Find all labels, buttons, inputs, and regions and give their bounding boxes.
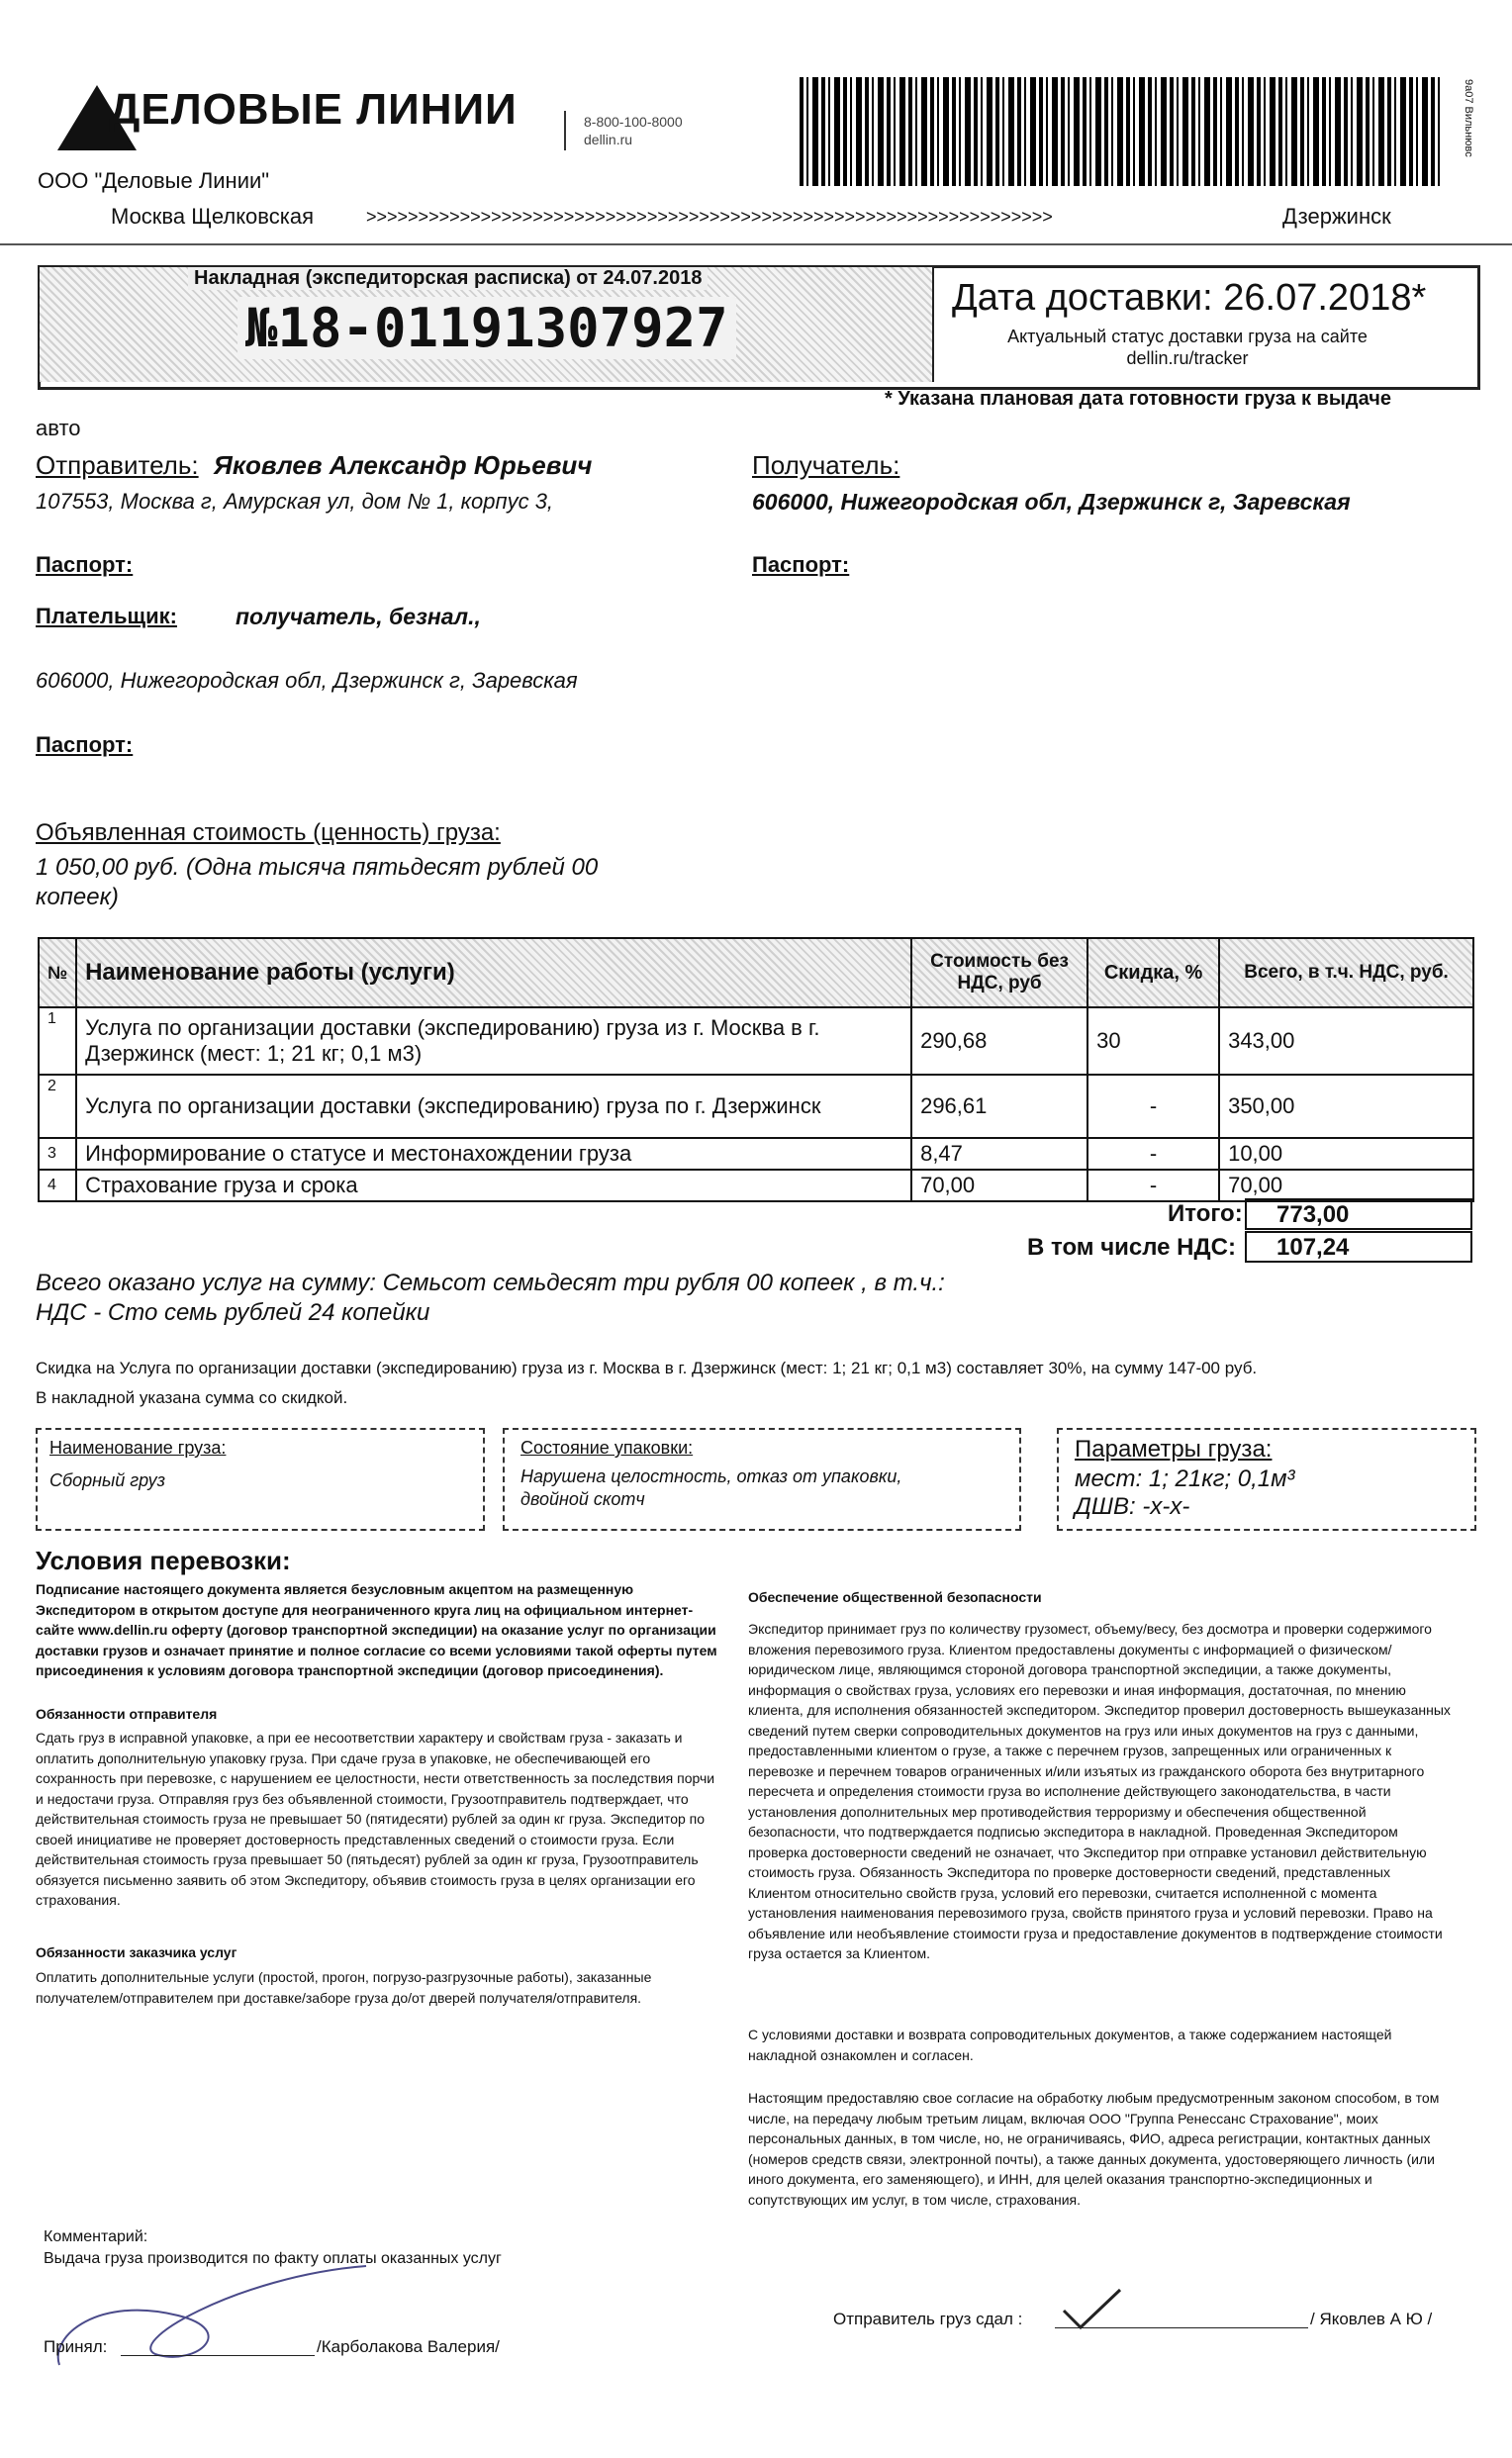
discount-note-line1: Скидка на Услуга по организации доставки (экспедированию) груза из г. Москва в г. Дзержинск (мест: 1; 21 кг; 0,1 м3) составляет 30%, на сумму 147-00 руб. xyxy=(36,1359,1258,1377)
sender-address: 107553, Москва г, Амурская ул, дом № 1, корпус 3, xyxy=(36,489,554,514)
cargo-name-label: Наименование груза: xyxy=(49,1438,227,1458)
to-city: Дзержинск xyxy=(1282,204,1391,229)
declared-label: Объявленная стоимость (ценность) груза: xyxy=(36,819,501,846)
status-line2: dellin.ru/tracker xyxy=(1126,348,1249,368)
agree1: С условиями доставки и возврата сопроводительных документов, а также содержанием настоящей накладной ознакомлен и согласен. xyxy=(748,2027,1392,2063)
sender-gave-name: / Яковлев А Ю / xyxy=(1310,2310,1433,2328)
status-line1: Актуальный статус доставки груза на сайте xyxy=(1007,327,1368,346)
row-n: 4 xyxy=(39,1170,76,1201)
customer-duties: Оплатить дополнительные услуги (простой, прогон, погрузо-разгрузочные работы), заказанные получателем/отправителем при доставке/заборе груза до/от дверей получателя/отправителя. xyxy=(36,1969,652,2006)
recipient-address: 606000, Нижегородская обл, Дзержинск г, Заревская xyxy=(752,489,1351,515)
logo: ДЕЛОВЫЕ ЛИНИИ xyxy=(109,85,518,134)
accepted-name: /Карболакова Валерия/ xyxy=(317,2337,500,2356)
table-row xyxy=(39,1170,1473,1201)
payer-passport: Паспорт: xyxy=(36,732,134,757)
row-cost: 8,47 xyxy=(911,1138,1087,1170)
waybill-number: №18-01191307927 xyxy=(237,297,736,359)
accepted-label: Принял: xyxy=(44,2337,108,2356)
security-text: Экспедитор принимает груз по количеству грузомест, объему/весу, без досмотра и проверки содержимого вложения перевозимого груза. Клиентом предоставлены документы с информацией о физическом/юридическом лице, являющимся стороной договора транспортной экспедиции, а также документы, информация о свойствах груза, условиях его перевозки и иная информация, достаточная, по мнению клиента, для исполнения обязанностей экспедитором. Экспедитор проверил достоверность вышеуказанных сведений путем сверки сопроводительных документов на груз или иных документов на груз с данными, предоставленными клиентом о грузе, а также с перечнем грузов, запрещенных или ограниченных к перевозке и перечнем товаров ограниченных и/или изъятых из гражданского оборота без внутритарного пересчета и определения стоимости груза во исполнение действующего законодательства, в части установления дополнительных мер противодействия терроризму и обеспечения общественной безопасности, что подтверждается подписью экспедитора в накладной. Проведенная Экспедитором проверка достоверности сведений не означает, что Экспедитор при отправке установил действительную стоимость груза. Обязанность Экспедитора по проверке достоверности сведений, представленных Клиентом относительно свойств груза, условий его перевозки, считается исполненной с момента установления наименования перевозимого груза, свойств принятого груза и условий перевозки. Право на объявление или необъявление стоимости груза и предоставление документов в подтверждение стоимости груза остается за Клиентом. xyxy=(748,1621,1451,1961)
from-city: Москва Щелковская xyxy=(111,204,314,229)
customer-duties-title: Обязанности заказчика услуг xyxy=(36,1944,237,1960)
cargo-name-value: Сборный груз xyxy=(49,1470,165,1490)
col-n: № xyxy=(39,938,76,1007)
declared-line2: копеек) xyxy=(36,884,119,910)
company: ООО "Деловые Линии" xyxy=(38,168,270,193)
waybill-caption: Накладная (экспедиторская расписка) от 24.07.2018 xyxy=(188,267,708,290)
barcode xyxy=(800,77,1443,186)
row-name: Услуга по организации доставки (экспедированию) груза по г. Дзержинск xyxy=(76,1075,911,1138)
row-name: Услуга по организации доставки (экспедированию) груза из г. Москва в г. Дзержинск (мест: 1; 21 кг; 0,1 м3) xyxy=(76,1007,911,1075)
vertical-code: 9a07 Вильнювс xyxy=(1463,79,1474,157)
col-name: Наименование работы (услуги) xyxy=(76,938,911,1007)
pack-box xyxy=(503,1428,1021,1531)
row-discount: - xyxy=(1087,1170,1219,1201)
checkmark-icon xyxy=(1059,2286,1128,2335)
row-discount: - xyxy=(1087,1138,1219,1170)
params-label: Параметры груза: xyxy=(1075,1436,1273,1463)
nds-label: В том числе НДС: xyxy=(1027,1234,1236,1261)
accepted-line xyxy=(121,2355,315,2356)
itogo-value: 773,00 xyxy=(1245,1198,1472,1230)
sender-line xyxy=(36,450,592,481)
transport-type: авто xyxy=(36,416,81,440)
comment-text: Выдача груза производится по факту оплаты оказанных услуг xyxy=(44,2250,502,2267)
footnote: * Указана плановая дата готовности груза к выдаче xyxy=(885,388,1391,410)
delivery-date: Дата доставки: 26.07.2018* xyxy=(952,277,1427,319)
phone: 8-800-100-8000 xyxy=(584,114,683,130)
row-discount: - xyxy=(1087,1075,1219,1138)
row-total: 350,00 xyxy=(1219,1075,1473,1138)
pack-value1: Нарушена целостность, отказ от упаковки, xyxy=(520,1466,902,1486)
payer-value: получатель, безнал., xyxy=(236,604,481,629)
row-total: 10,00 xyxy=(1219,1138,1473,1170)
row-name: Страхование груза и срока xyxy=(76,1170,911,1201)
site: dellin.ru xyxy=(584,132,633,147)
row-n: 3 xyxy=(39,1138,76,1170)
comment-label: Комментарий: xyxy=(44,2228,148,2245)
col-discount: Скидка, % xyxy=(1087,938,1219,1007)
sender-gave-label: Отправитель груз сдал : xyxy=(833,2310,1023,2328)
recipient-label: Получатель: xyxy=(752,450,900,480)
sender-duties-title: Обязанности отправителя xyxy=(36,1706,218,1722)
terms-title: Условия перевозки: xyxy=(36,1546,291,1575)
params-value1: мест: 1; 21кг; 0,1м³ xyxy=(1075,1465,1295,1492)
row-name: Информирование о статусе и местонахождении груза xyxy=(76,1138,911,1170)
col-cost: Стоимость без НДС, руб xyxy=(911,938,1087,1007)
pack-value2: двойной скотч xyxy=(520,1489,645,1509)
row-total: 70,00 xyxy=(1219,1170,1473,1201)
pack-label: Состояние упаковки: xyxy=(520,1438,694,1458)
sum-words-line1: Всего оказано услуг на сумму: Семьсот семьдесят три рубля 00 копеек , в т.ч.: xyxy=(36,1270,945,1296)
cargo-name-box xyxy=(36,1428,485,1531)
nds-value: 107,24 xyxy=(1245,1231,1472,1263)
payer-address: 606000, Нижегородская обл, Дзержинск г, Заревская xyxy=(36,668,578,693)
row-total: 343,00 xyxy=(1219,1007,1473,1075)
row-cost: 296,61 xyxy=(911,1075,1087,1138)
itogo-label: Итого: xyxy=(1168,1200,1243,1227)
row-discount: 30 xyxy=(1087,1007,1219,1075)
declared-line1: 1 050,00 руб. (Одна тысяча пятьдесят рублей 00 xyxy=(36,854,599,881)
row-n: 2 xyxy=(39,1075,76,1138)
table-row xyxy=(39,1075,1473,1138)
discount-note-line2: В накладной указана сумма со скидкой. xyxy=(36,1388,348,1407)
sender-passport: Паспорт: xyxy=(36,552,134,577)
sender-name: Яковлев Александр Юрьевич xyxy=(213,450,593,480)
phone-block xyxy=(584,113,683,148)
services-table xyxy=(38,937,1474,1202)
row-n: 1 xyxy=(39,1007,76,1075)
table-row xyxy=(39,1138,1473,1170)
security-title: Обеспечение общественной безопасности xyxy=(748,1589,1042,1605)
sender-duties: Сдать груз в исправной упаковке, а при ее несоответствии характеру и свойствам груза - заказать и оплатить дополнительную упаковку груза. При сдаче груза в упаковке, не обеспечивающей его сохранность при перевозке, с нарушением ее целостности, нести ответственность за последствия порчи и недостачи груза. Отправляя груз без объявленной стоимости, Грузоотправитель подтверждает, что действительная стоимость груза не превышает 50 (пятидесяти) рублей за один кг груза. Экспедитор по своей инициативе не проверяет достоверность представленных сведений о стоимости груза. Если действительная стоимость груза превышает 50 (пятьдесят) рублей за один кг груза, Грузоотправитель обязуется письменно заявить об этом Экспедитору, объявив стоимость груза в целях организации его страхования. xyxy=(36,1730,715,1908)
params-value2: ДШВ: -х-х- xyxy=(1075,1493,1190,1520)
recipient-passport: Паспорт: xyxy=(752,552,850,577)
sum-words-line2: НДС - Сто семь рублей 24 копейки xyxy=(36,1299,430,1326)
params-box xyxy=(1057,1428,1476,1531)
signature-mark xyxy=(40,2236,416,2385)
agree2: Настоящим предоставляю свое согласие на обработку любым предусмотренным законом способом, в том числе, на передачу любым третьим лицам, включая ООО "Группа Ренессанс Страхование", моих персональных данных, в том числе, но, не ограничиваясь, ФИО, адреса регистрации, контактных данных (номеров средств связи, электронной почты), а также данных документа, удостоверяющего личность (или иного документа, его заменяющего), и ИНН, для целей оказания транспортно-экспедиционных и сопутствующих им услуг, в том числе, страхования. xyxy=(748,2090,1440,2208)
separator xyxy=(0,243,1512,245)
divider xyxy=(564,111,566,150)
sender-label: Отправитель: xyxy=(36,450,199,480)
terms-bold: Подписание настоящего документа является безусловным акцептом на размещенную Экспедитором в открытом доступе для неограниченного круга лиц на официальном интернет-сайте www.dellin.ru оферту (договор транспортной экспедиции) на оказание услуг по организации доставки грузов и означает принятие и полное согласие со всеми условиями такой оферты путем присоединения к условиям договора транспортной экспедиции (договор присоединения). xyxy=(36,1581,717,1678)
col-total: Всего, в т.ч. НДС, руб. xyxy=(1219,938,1473,1007)
payer-label: Плательщик: xyxy=(36,604,177,628)
route-arrows: >>>>>>>>>>>>>>>>>>>>>>>>>>>>>>>>>>>>>>>>>>>>>>>>>>>>>>>>>>>>>>>>>> xyxy=(366,207,1053,227)
row-cost: 70,00 xyxy=(911,1170,1087,1201)
table-row xyxy=(39,1007,1473,1075)
row-cost: 290,68 xyxy=(911,1007,1087,1075)
